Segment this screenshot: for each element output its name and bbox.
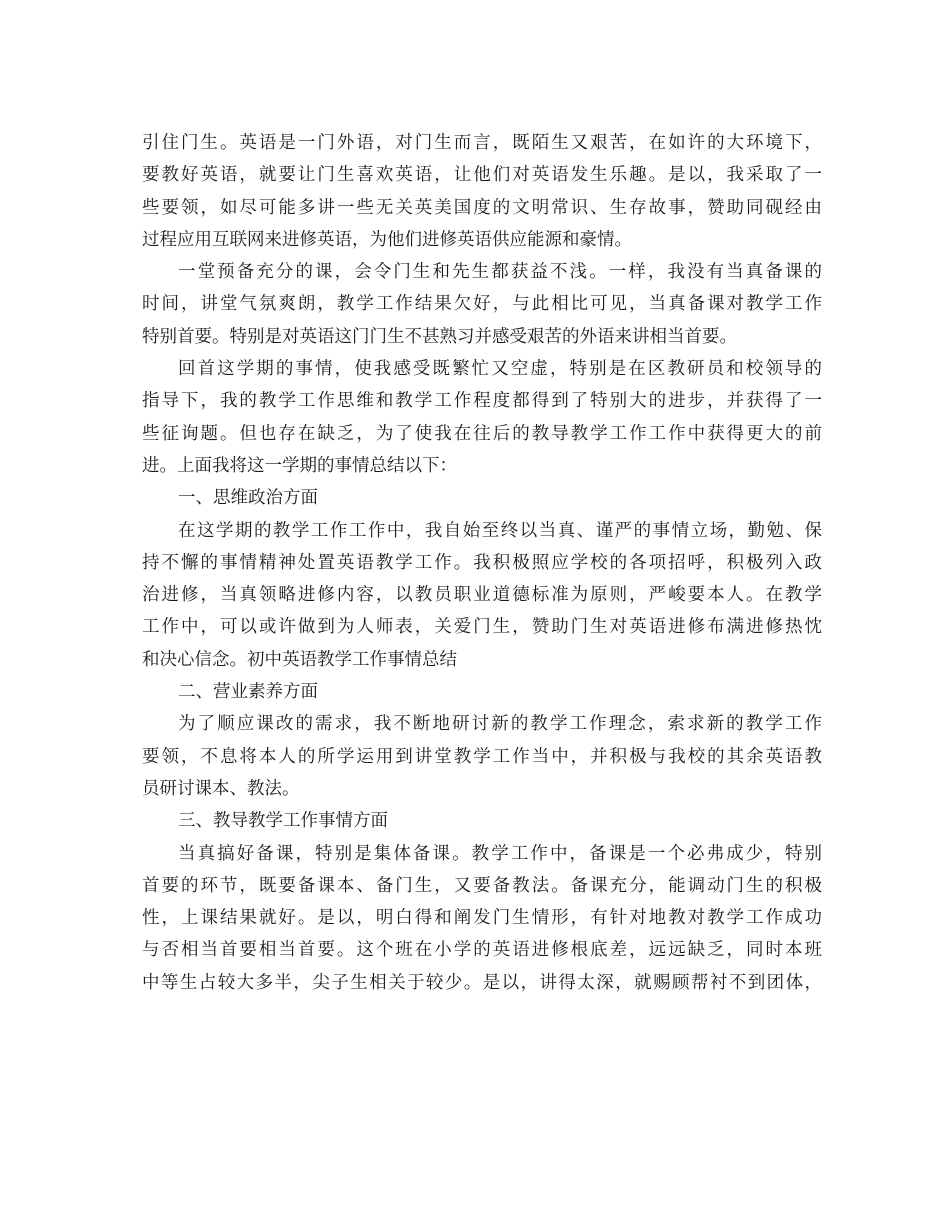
text-line: 当真搞好备课，特别是集体备课。教学工作中，备课是一个必弗成少，特别 [178,843,822,864]
text-line: 中等生占较大多半，尖子生相关于较少。是以，讲得太深，就赐顾帮衬不到团体， [142,972,822,993]
text-line: 工作中，可以或许做到为人师表，关爱门生，赞助门生对英语进修布满进修热忱 [142,617,822,638]
text-line: 些要领，如尽可能多讲一些无关英美国度的文明常识、生存故事，赞助同砚经由 [142,197,822,218]
text-line: 一堂预备充分的课，会令门生和先生都获益不浅。一样，我没有当真备课的 [178,262,822,283]
text-line: 首要的环节，既要备课本、备门生，又要备教法。备课充分，能调动门生的积极 [142,875,822,896]
text-line: 时间，讲堂气氛爽朗，教学工作结果欠好，与此相比可见，当真备课对教学工作 [142,294,822,315]
text-line: 进。上面我将这一学期的事情总结以下： [142,455,457,476]
text-line: 特别首要。特别是对英语这门门生不甚熟习并感受艰苦的外语来讲相当首要。 [142,326,737,347]
text-line: 些征询题。但也存在缺乏，为了使我在往后的教导教学工作工作中获得更大的前 [142,423,822,444]
text-line: 要领，不息将本人的所学运用到讲堂教学工作当中，并积极与我校的其余英语教 [142,746,822,767]
text-line: 持不懈的事情精神处置英语教学工作。我积极照应学校的各项招呼，积极列入政 [142,552,822,573]
text-line: 一、思维政治方面 [178,488,318,509]
text-line: 要教好英语，就要让门生喜欢英语，让他们对英语发生乐趣。是以，我采取了一 [142,165,822,186]
text-line: 治进修，当真领略进修内容，以教员职业道德标准为原则，严峻要本人。在教学 [142,585,822,606]
text-line: 与否相当首要相当首要。这个班在小学的英语进修根底差，远远缺乏，同时本班 [142,940,822,961]
text-line: 员研讨课本、教法。 [142,778,300,799]
text-line: 为了顺应课改的需求，我不断地研讨新的教学工作理念，索求新的教学工作 [178,714,822,735]
text-line: 回首这学期的事情，使我感受既繁忙又空虚，特别是在区教研员和校领导的 [178,359,822,380]
text-line: 性，上课结果就好。是以，明白得和阐发门生情形，有针对地教对教学工作成功 [142,908,822,929]
text-line: 引住门生。英语是一门外语，对门生而言，既陌生又艰苦，在如许的大环境下， [142,133,822,153]
text-line: 过程应用互联网来进修英语，为他们进修英语供应能源和豪情。 [142,229,632,250]
text-line: 指导下，我的教学工作思维和教学工作程度都得到了特别大的进步，并获得了一 [142,391,822,412]
text-line: 在这学期的教学工作工作中，我自始至终以当真、谨严的事情立场，勤勉、保 [178,520,822,541]
text-line: 三、教导教学工作事情方面 [178,811,388,832]
text-line: 二、营业素养方面 [178,682,318,703]
document-body [142,127,822,999]
text-line: 和决心信念。初中英语教学工作事情总结 [142,649,457,670]
